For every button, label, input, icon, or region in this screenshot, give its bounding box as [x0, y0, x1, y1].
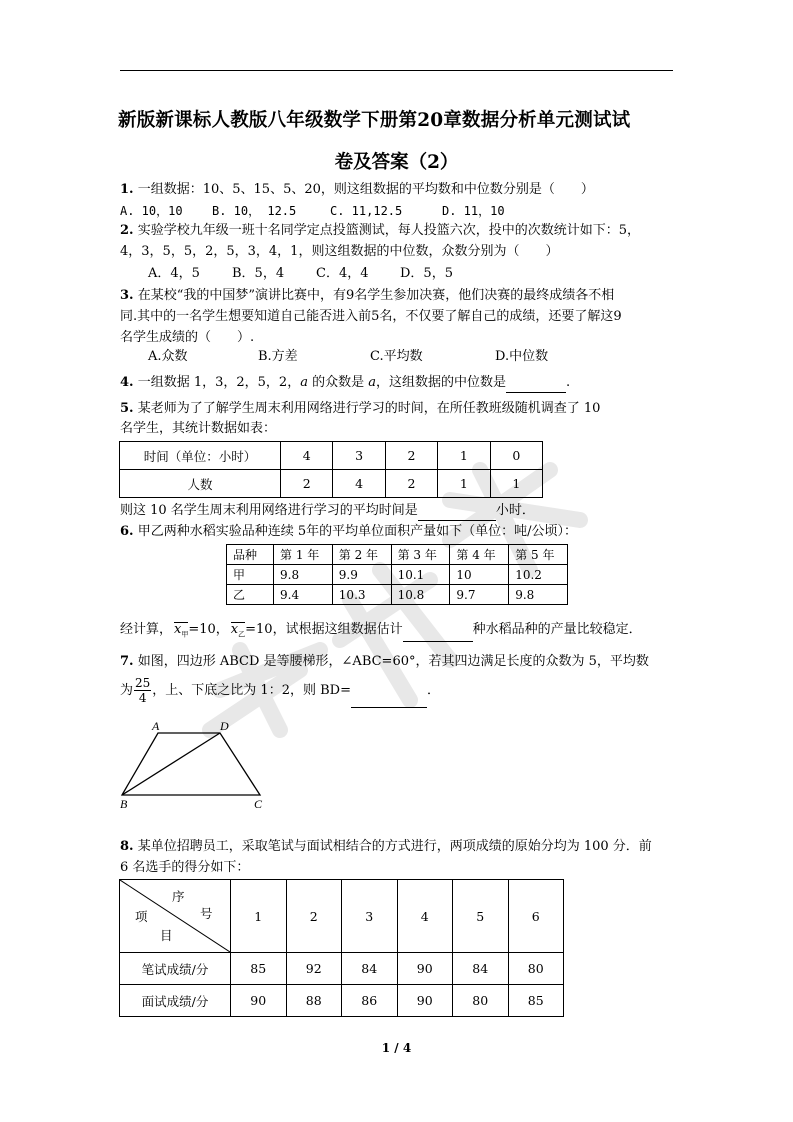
question-text-c: =10，试根据这组数据估计 [245, 622, 403, 637]
table-cell: 3 [333, 442, 385, 470]
table-cell: 笔试成绩/分 [120, 953, 231, 985]
question-text-line1: 实验学校九年级一班十名同学定点投篮测试，每人投篮六次，投中的次数统计如下：5， [137, 223, 640, 238]
fraction-denominator: 4 [138, 691, 147, 705]
table-cell: 2 [385, 442, 437, 470]
question-number: 6. [120, 524, 134, 539]
question-number: 8. [120, 839, 134, 854]
answer-blank[interactable] [403, 641, 473, 642]
variable-x: x [230, 622, 239, 637]
option-a: A. 10，10 [120, 204, 183, 218]
question-text-b: 小时． [495, 503, 535, 518]
table-cell: 9.8 [274, 565, 333, 585]
document-title-line2: 卷及答案（2） [334, 152, 459, 173]
question-3-line3: 名学生成绩的（ ）. [120, 330, 255, 345]
table-row [227, 565, 568, 585]
subscript: 甲 [181, 630, 189, 639]
question-text-c: ，这组数据的中位数是 [376, 375, 507, 390]
fraction [134, 676, 151, 705]
question-3-line2: 同.其中的一名学生想要知道自己能否进入前5名，不仅要了解自己的成绩，还要了解这9 [120, 309, 622, 324]
table-cell: 乙 [227, 585, 274, 605]
table-cell: 0 [490, 442, 542, 470]
table-cell: 80 [508, 953, 564, 985]
header-rule [120, 70, 673, 71]
option-a: A．4，5 [148, 266, 200, 281]
study-time-table [119, 441, 543, 498]
table-cell: 5 [453, 880, 509, 953]
table-cell: 85 [508, 985, 564, 1017]
mean-symbol [231, 622, 245, 642]
table-cell: 9.4 [274, 585, 333, 605]
table-cell: 1 [438, 470, 490, 498]
answer-blank[interactable] [418, 520, 496, 521]
question-text-line1: 如图，四边形 ABCD 是等腰梯形，∠ABC=60°，若其四边满足长度的众数为 5，平均数 [137, 654, 649, 669]
table-cell: 第 2 年 [332, 545, 391, 565]
rice-yield-table [226, 544, 568, 605]
option-a: A.众数 [148, 349, 188, 364]
label-c: C [254, 797, 263, 810]
question-8-line2: 6 名选手的得分如下： [120, 860, 250, 875]
question-text-line2: ，上、下底之比为 1：2，则 BD= [152, 683, 351, 698]
table-cell: 85 [231, 953, 287, 985]
label-b: B [120, 797, 128, 810]
page-number: 1 / 4 [381, 1041, 412, 1055]
question-3 [120, 286, 680, 306]
question-text-pre: 为 [120, 683, 134, 698]
option-b: B. 10， 12.5 [212, 204, 297, 218]
diagonal-bd [122, 733, 220, 795]
table-cell: 第 4 年 [450, 545, 509, 565]
label-a: A [152, 719, 160, 733]
corner-label: 目 [160, 928, 173, 943]
table-cell: 4 [333, 470, 385, 498]
option-d: D．5，5 [400, 266, 453, 281]
table-cell: 时间（单位：小时） [120, 442, 281, 470]
option-d: D. 11，10 [442, 204, 505, 218]
period: . [566, 375, 571, 390]
variable-x: x [174, 622, 182, 637]
table-cell: 84 [453, 953, 509, 985]
question-6 [120, 522, 680, 542]
option-d: D.中位数 [495, 349, 549, 364]
question-7 [120, 652, 680, 672]
table-row [227, 545, 568, 565]
table-cell: 第 3 年 [391, 545, 450, 565]
question-number: 3. [120, 288, 134, 303]
question-text: 一组数据：10、5、15、5、20，则这组数据的平均数和中位数分别是（ ） [137, 182, 594, 197]
question-5 [120, 399, 680, 419]
table-cell: 88 [286, 985, 342, 1017]
diagonal-header-cell [120, 880, 231, 953]
corner-label: 号 [200, 906, 213, 921]
table-cell: 10.8 [391, 585, 450, 605]
question-6-after [120, 620, 680, 642]
table-cell: 86 [342, 985, 398, 1017]
question-5-line2: 名学生，其统计数据如表： [120, 421, 277, 436]
table-cell: 6 [508, 880, 564, 953]
question-5-after [120, 501, 680, 521]
table-cell: 4 [281, 442, 333, 470]
question-8 [120, 837, 680, 857]
question-text-a: 一组数据 1，3，2，5，2， [137, 375, 301, 390]
answer-blank[interactable] [351, 685, 427, 708]
question-4 [120, 373, 680, 393]
corner-label: 序 [172, 889, 185, 904]
subscript: 乙 [238, 630, 246, 639]
option-c: C．4，4 [316, 266, 369, 281]
trapezoid-outline [122, 733, 260, 795]
table-cell: 面试成绩/分 [120, 985, 231, 1017]
score-table [119, 879, 564, 1017]
table-cell: 2 [385, 470, 437, 498]
table-row [227, 585, 568, 605]
document-title-line1: 新版新课标人教版八年级数学下册第20章数据分析单元测试试 [118, 110, 631, 131]
question-2-line2: 4，3，5，5，2，5，3，4，1，则这组数据的中位数，众数分别为（ ） [120, 244, 559, 259]
option-b: B．5，4 [232, 266, 285, 281]
table-cell: 80 [453, 985, 509, 1017]
table-cell: 10.2 [509, 565, 568, 585]
table-row [120, 470, 543, 498]
variable-a: a [300, 375, 308, 390]
table-cell: 1 [231, 880, 287, 953]
table-row [120, 880, 564, 953]
table-cell: 甲 [227, 565, 274, 585]
table-cell: 90 [397, 985, 453, 1017]
question-text: 甲乙两种水稻实验品种连续 5年的平均单位面积产量如下（单位：吨/公顷）： [137, 524, 578, 539]
table-row [120, 985, 564, 1017]
question-text-a: 经计算， [120, 622, 173, 637]
question-7-line2 [120, 674, 680, 708]
table-row [120, 953, 564, 985]
option-c: C.平均数 [370, 349, 423, 364]
mean-symbol [174, 622, 188, 642]
answer-blank[interactable] [506, 392, 566, 393]
question-text-d: 种水稻品种的产量比较稳定． [472, 622, 642, 637]
table-cell: 84 [342, 953, 398, 985]
table-cell: 90 [397, 953, 453, 985]
question-text-b: 的众数是 [307, 375, 369, 390]
variable-a: a [368, 375, 377, 390]
question-number: 7. [120, 654, 134, 669]
question-number: 5. [120, 401, 134, 416]
table-cell: 4 [397, 880, 453, 953]
table-cell: 1 [490, 470, 542, 498]
table-cell: 3 [342, 880, 398, 953]
table-cell: 9.9 [332, 565, 391, 585]
table-cell: 第 5 年 [509, 545, 568, 565]
question-2 [120, 221, 680, 241]
table-cell: 品种 [227, 545, 274, 565]
question-number: 1. [120, 182, 134, 197]
table-cell: 10.1 [391, 565, 450, 585]
option-b: B.方差 [258, 349, 298, 364]
table-cell: 90 [231, 985, 287, 1017]
question-1 [120, 180, 680, 200]
question-number: 4. [120, 375, 134, 390]
question-text-line1: 某老师为了了解学生周末利用网络进行学习的时间，在所任教班级随机调查了 10 [137, 401, 601, 416]
corner-label: 项 [135, 909, 148, 924]
table-cell: 9.7 [450, 585, 509, 605]
question-text-line1: 在某校“我的中国梦”演讲比赛中，有9名学生参加决赛，他们决赛的最终成绩各不相 [137, 288, 615, 303]
fraction-numerator: 25 [135, 676, 151, 690]
table-cell: 92 [286, 953, 342, 985]
option-c: C. 11,12.5 [330, 204, 403, 218]
table-cell: 人数 [120, 470, 281, 498]
question-text-line1: 某单位招聘员工，采取笔试与面试相结合的方式进行，两项成绩的原始分均为 100 分．前 [137, 839, 652, 854]
table-row [120, 442, 543, 470]
table-cell: 2 [286, 880, 342, 953]
table-cell: 2 [281, 470, 333, 498]
table-cell: 9.8 [509, 585, 568, 605]
table-cell: 1 [438, 442, 490, 470]
table-cell: 第 1 年 [274, 545, 333, 565]
label-d: D [220, 719, 229, 733]
question-text-b: =10， [188, 622, 229, 637]
trapezoid-figure [110, 718, 280, 810]
period: ． [426, 683, 440, 698]
table-cell: 10.3 [332, 585, 391, 605]
question-text-a: 则这 10 名学生周末利用网络进行学习的平均时间是 [120, 503, 418, 518]
question-number: 2. [120, 223, 134, 238]
table-cell: 10 [450, 565, 509, 585]
